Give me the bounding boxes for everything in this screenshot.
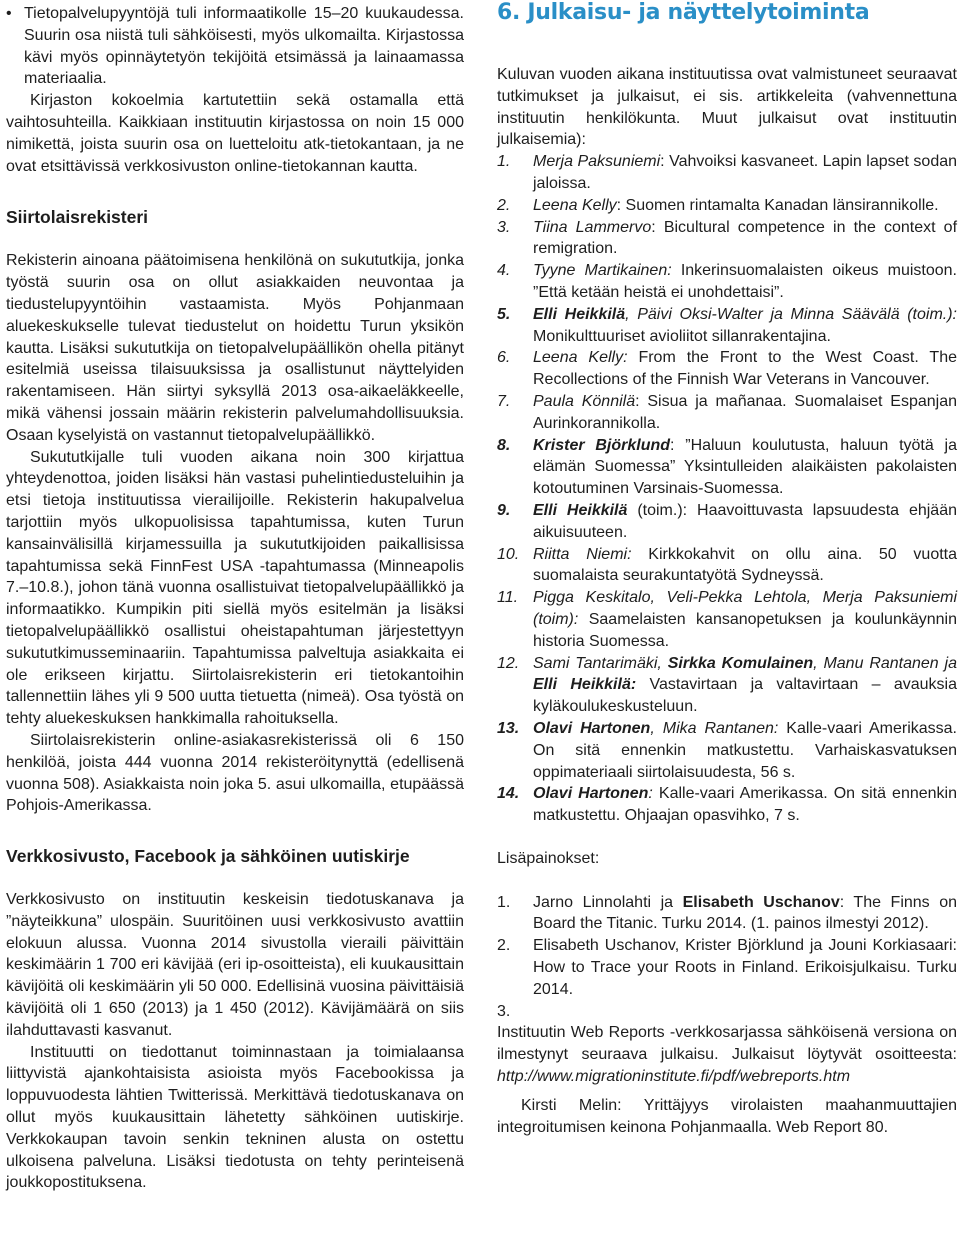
publication-author-staff: Elli Heikkilä: [533, 305, 626, 323]
reprint-item: 2. Elisabeth Uschanov, Krister Björklund ja Jouni Korkiasaari: How to Trace your Roots in Finland. Erikoisjulkaisu. Turku 2014.: [497, 937, 957, 998]
publication-author: Tyyne Martikainen:: [533, 262, 672, 280]
paragraph-register-2: Sukututkijalle tuli vuoden aikana noin 300 kirjattua yhteydenottoa, joiden lisäksi hän vastasi puhelintiedusteluihin ja etsi tietoja instituutissa vierailijoille. Rekisterin hakupalvelua tarjottiin myös ulkopuolisissa tapahtumissa, kuten Turun kansainvälisillä kirjamessuilla ja sukututkijoiden paikallisissa tapahtumissa sekä FinnFest USA -tapahtumassa (Minneapolis 7.–10.8.), johon tänä vuonna osallistuivat tietopalvelupäällikkö ja informaatikko. Kumpikin piti siellä myös esitelmän ja lisäksi tietopalvelupäällikkö osallistui oheistapahtuman järjestettyyn sukututkimusseminaariin. Tapahtumissa palveltuja asiakkaita ei ole erikseen kirjattu. Siirtolaisrekisterin eri tietokantoihin tallennettiin lähes yli 9 500 uutta tietuetta (nimeä). Osa työstä on tehty aluekeskuksen hankkimalla rahoituksella.: [6, 448, 464, 728]
publication-number: 11.: [497, 589, 519, 607]
publication-author: Paula Könnilä: [533, 392, 636, 410]
publication-number: 13.: [497, 719, 520, 737]
paragraph-register-3: Siirtolaisrekisterin online-asiakasrekisterissä oli 6 150 henkilöä, joista 444 vuonna 2014 rekisteröitynyttä (edellisenä vuonna 508). Asiakkaista noin joka 5. asui ulkomailla, etupäässä Pohjois-Amerikassa.: [6, 731, 464, 815]
publication-item: 1. Merja Paksuniemi: Vahvoiksi kasvaneet. Lapin lapset sodan jaloissa.: [497, 153, 958, 192]
publication-list: [497, 151, 957, 827]
publication-number: 8.: [497, 436, 511, 454]
publication-title: Vastavirtaan ja valtavirtaan – avauksia kyläkoulukeskusteluun.: [533, 676, 957, 716]
publication-number: 4.: [497, 262, 511, 280]
publication-title: : Haavoittuvasta lapsuudesta ehjään aikuisuuteen.: [533, 501, 958, 541]
publication-title: Saamelaisten kansanopetuksen ja koulunkäynnin historia Suomessa.: [533, 610, 957, 650]
publication-item: 12. Sami Tantarimäki, Sirkka Komulainen, Manu Rantanen ja Elli Heikkilä: Vastavirtaan ja valtavirtaan – avauksia kyläkoulukeskusteluun.: [497, 654, 957, 716]
publication-author: Pigga Keskitalo, Veli-Pekka Lehtola, Merja Paksuniemi (toim):: [533, 589, 957, 628]
publication-title: Kirkkokahvit on ollu aina. 50 vuotta suomalaista seurakuntatyötä Sydneyssä.: [533, 545, 958, 585]
publication-item: 2. Leena Kelly: Suomen rintamalta Kanadan länsirannikolle.: [497, 195, 957, 217]
section-heading-siirtolaisrekisteri: Siirtolaisrekisteri: [6, 207, 149, 228]
publication-title: : ”Haluun koulutusta, haluun työtä ja elämän Suomessa” Yksintulleiden alaikäisten pakolaisten kotoutuminen Varsinais-Suomessa.: [533, 436, 957, 498]
paragraph-register-1: Rekisterin ainoana päätoimisena henkilönä on sukututkija, jonka työstä suurin osa on ollut asiakkaiden neuvontaa ja tiedustelupyyntöihin vastaamista. Myös Pohjanmaan aluekeskukselle tulevat tiedustelut on hoidettu Turun yksikön kautta. Lisäksi sukututkija on tietopalvelupäällikön ohella pitänyt esitelmiä useissa tilaisuuksissa ja osallistunut näyttelyiden rakentamiseen. Hän siirtyi syksyllä 2013 osa-aikaeläkkeelle, mikä vähensi jossain määrin rekisterin palvelumahdollisuuksia. Osaan kyselyistä on vastannut tietopalvelupäällikkö.: [6, 252, 464, 444]
paragraph-library: Kirjaston kokoelmia kartutettiin sekä ostamalla että vaihtosuhteilla. Kaikkiaan instituutin kirjastossa on noin 15 000 nimikettä, joista suurin osa on luetteloitu atk-tietokantaan, ja ne ovat etsittävissä verkkosivuston online-tietokannan kautta.: [6, 92, 464, 175]
publication-item: [497, 435, 957, 500]
publication-author: Merja Paksuniemi: [533, 153, 661, 171]
web-reports-link[interactable]: http://www.migrationinstitute.fi/pdf/webreports.htm: [497, 1068, 851, 1086]
publication-item: [497, 587, 957, 652]
publication-number: 5.: [497, 305, 511, 323]
publication-author-staff: Sirkka Komulainen: [667, 654, 814, 672]
publications-intro: Kuluvan vuoden aikana instituutissa ovat valmistuneet seuraavat tutkimukset ja julkaisut, ei sis. artikkeleita (vahvennettuna instituutin henkilökunta. Muut julkaisut ovat instituutin julkaisemia):: [497, 66, 957, 149]
publication-number: 9.: [497, 501, 511, 519]
publication-author-staff: Elli Heikkilä:: [533, 676, 637, 694]
bullet-item: • Tietopalvelupyyntöjä tuli informaatikolle 15–20 kuukaudessa. Suurin osa niistä tuli sähköisesti, myös ulkomailta. Kirjastossa kävi myös opinnäytetyön tekijöitä etsimässä ja lainaamassa materiaalia.: [6, 3, 464, 90]
publication-title: Monikulttuuriset avioliitot sillanrakentajina.: [533, 327, 831, 345]
reprint-author-staff: Elisabeth Uschanov: [682, 893, 840, 911]
publication-title: Inkerinsuomalaisten oikeus muistoon. ”Että ketään heistä ei unohdettaisi”.: [533, 262, 957, 301]
reprints-label: Lisäpainokset:: [497, 849, 600, 867]
publication-item: 3. Tiina Lammervo: Bicultural competence in the context of remigration.: [497, 218, 958, 258]
publication-author: Leena Kelly:: [533, 349, 628, 367]
publication-author-staff: Elli Heikkilä: [533, 501, 628, 519]
chapter-title: 6. Julkaisu- ja näyttelytoiminta: [497, 0, 870, 25]
publication-number: 6.: [497, 349, 511, 367]
publication-item: 9. Elli Heikkilä (toim.): Haavoittuvasta lapsuudesta ehjään aikuisuuteen.: [497, 501, 958, 541]
paragraph-web-1: Verkkosivusto on instituutin keskeisin tiedotuskanava ja ”näyteikkuna” ulospäin. Suuritöinen uusi verkkosivusto avattiin elokuun alussa. Vuonna 2014 sivustolla vieraili päivittäin keskimäärin 1 700 eri kävijää (eri ip-osoitteista), eli kuukausittain kävijöitä oli keskimäärin yli 50 000. Edellisinä vuosina päivittäisiä kävijöitä oli 1 650 (2013) ja 1 450 (2012). Kävijämäärä on siis ilahduttavasti kasvanut.: [6, 891, 464, 1039]
publication-number: 3.: [497, 218, 511, 236]
reprint-item: 1. Jarno Linnolahti ja Elisabeth Uschanov: The Finns on Board the Titanic. Turku 2014. (1. painos ilmestyi 2012).: [497, 893, 957, 933]
web-reports-paragraph: Instituutin Web Reports -verkkosarjassa sähköisenä versiona on ilmestynyt seuraava julkaisu. Julkaisut löytyvät osoitteesta: http://www.migrationinstitute.fi/pdf/webreports.htm: [497, 1024, 957, 1086]
publication-item: 7. Paula Könnilä: Sisua ja mañanaa. Suomalaiset Espanjan Aurinkorannikolla.: [497, 392, 958, 432]
publication-author-staff: Krister Björklund: [533, 436, 671, 454]
publication-author: Riitta Niemi:: [533, 545, 632, 563]
publication-number: 2.: [497, 196, 511, 214]
publication-title: Suomen rintamalta Kanadan länsirannikolle.: [625, 196, 939, 214]
publication-number: 7.: [497, 392, 511, 410]
section-heading-verkkosivusto: Verkkosivusto, Facebook ja sähköinen uutiskirje: [6, 846, 410, 867]
right-column: [497, 0, 957, 1138]
publication-item: [497, 347, 957, 391]
publication-author: , Päivi Oksi-Walter ja Minna Säävälä (toim.):: [625, 305, 958, 323]
publication-author-staff: Olavi Hartonen: [533, 719, 651, 737]
reprint-item: 3.: [497, 1002, 511, 1020]
publication-title: From the Front to the West Coast. The Recollections of the Finnish War Veterans in Vancouver.: [533, 349, 958, 389]
reprints-list: [497, 892, 957, 1023]
publication-item: 13. Olavi Hartonen, Mika Rantanen: Kalle-vaari Amerikassa. On sitä ennenkin matkustettu. Varhaiskasvatuksen oppimateriaali siirtolaisuudesta, 56 s.: [497, 719, 957, 781]
publication-title: Kalle-vaari Amerikassa. On sitä ennenkin matkustettu. Ohjaajan opasvihko, 7 s.: [533, 785, 957, 825]
publication-author: Tiina Lammervo: [533, 218, 652, 236]
publication-number: 1.: [497, 153, 511, 171]
publication-author-staff: Olavi Hartonen: [533, 785, 649, 803]
publication-number: 14.: [497, 785, 520, 803]
publication-item: [497, 544, 957, 588]
publication-item: 14. Olavi Hartonen: Kalle-vaari Amerikassa. On sitä ennenkin matkustettu. Ohjaajan opasvihko, 7 s.: [497, 785, 957, 825]
bullet-list: [6, 3, 464, 90]
publication-number: 10.: [497, 545, 520, 563]
publication-number: 12.: [497, 654, 520, 672]
publication-title: Bicultural competence in the context of remigration.: [533, 218, 958, 258]
web-report-item: Kirsti Melin: Yrittäjyys virolaisten maahanmuuttajien integroitumisen keinona Pohjanmaalla. Web Report 80.: [497, 1096, 957, 1136]
publication-title: Vahvoiksi kasvaneet. Lapin lapset sodan jaloissa.: [533, 153, 958, 192]
publication-item: [497, 304, 957, 348]
paragraph-web-2: Instituutti on tiedottanut toiminnastaan ja toimialaansa liittyvistä ajankohtaisista asioista myös Facebookissa ja loppuvuodesta lähtien Twitterissä. Merkittävä tiedotuskanava on ollut myös kuukausittain lähetetty sähköinen uutiskirje. Verkkokaupan tavoin senkin tekninen alusta on ostettu ulkoisena palveluna. Lisäksi tiedotusta on tehty perinteisenä joukkopostituksena.: [6, 1043, 464, 1192]
publication-title: Sisua ja mañanaa. Suomalaiset Espanjan Aurinkorannikolla.: [533, 392, 958, 432]
publication-title: Kalle-vaari Amerikassa. On sitä ennenkin matkustettu. Varhaiskasvatuksen oppimateriaali siirtolaisuudesta, 56 s.: [533, 719, 957, 781]
publication-item: [497, 260, 957, 304]
publication-author: Leena Kelly: [533, 196, 617, 214]
left-column: [6, 0, 464, 1194]
